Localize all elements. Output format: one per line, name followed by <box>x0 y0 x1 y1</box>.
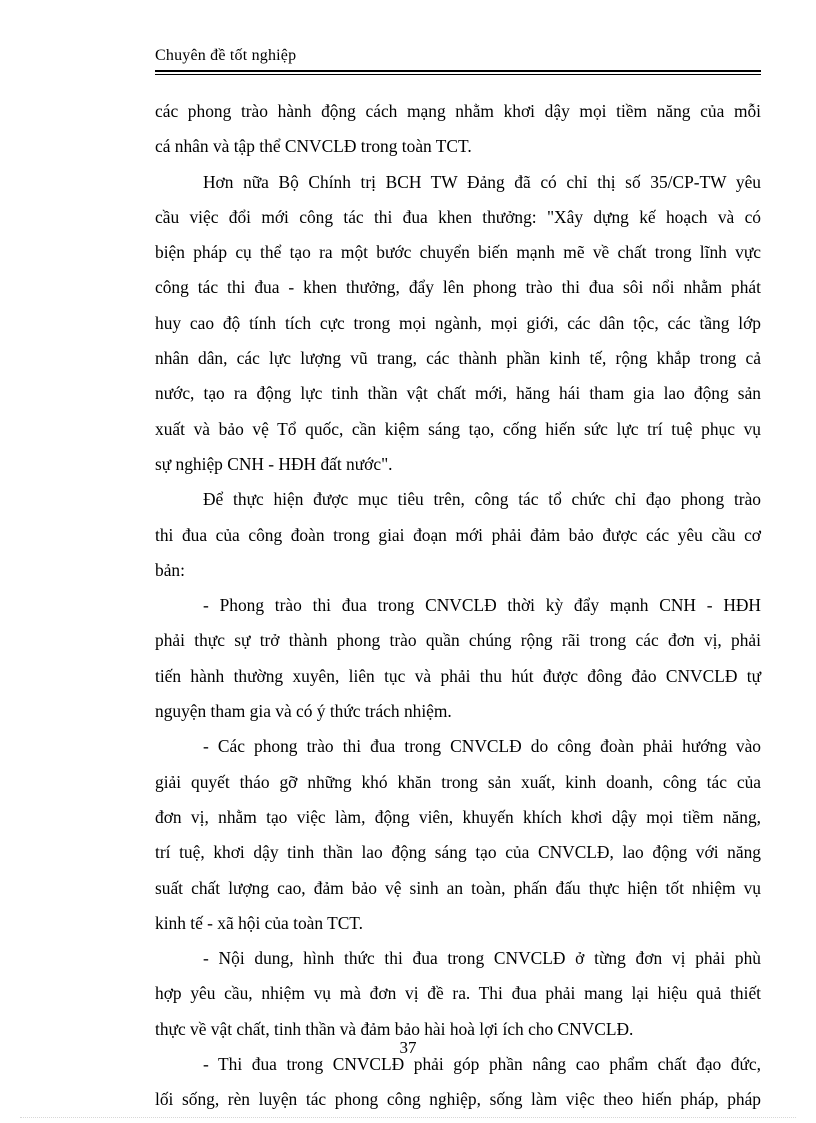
paragraph <box>155 482 761 588</box>
text-line: biện pháp cụ thể tạo ra một bước chuyển biến mạnh mẽ về chất trong lĩnh vực <box>155 242 761 263</box>
text-line: nước, tạo ra động lực tinh thần vật chất mới, hăng hái tham gia lao động sản <box>155 383 761 404</box>
text-line: đơn vị, nhằm tạo việc làm, động viên, khuyến khích khơi dậy mọi tiềm năng, <box>155 806 761 827</box>
paragraph <box>155 94 761 165</box>
body-text <box>155 94 761 1118</box>
text-line: - Phong trào thi đua trong CNVCLĐ thời kỳ đẩy mạnh CNH - HĐH <box>203 595 761 616</box>
text-line: hợp yêu cầu, nhiệm vụ mà đơn vị đề ra. Thi đua phải mang lại hiệu quả thiết <box>155 983 761 1004</box>
text-line: giải quyết tháo gỡ những khó khăn trong sản xuất, kinh doanh, công tác của <box>155 771 761 792</box>
header-rule-thick <box>155 70 761 72</box>
text-line: thi đua của công đoàn trong giai đoạn mới phải đảm bảo được các yêu cầu cơ <box>155 524 761 545</box>
text-line: xuất và bảo vệ Tổ quốc, cần kiệm sáng tạo, cống hiến sức lực trí tuệ phục vụ <box>155 418 761 439</box>
page-number: 37 <box>399 1038 417 1057</box>
text-line: Để thực hiện được mục tiêu trên, công tác tổ chức chỉ đạo phong trào <box>203 489 761 510</box>
text-line: - Nội dung, hình thức thi đua trong CNVCLĐ ở từng đơn vị phải phù <box>203 948 761 969</box>
text-line: huy cao độ tính tích cực trong mọi ngành, mọi giới, các dân tộc, các tầng lớp <box>155 312 761 333</box>
text-line: các phong trào hành động cách mạng nhằm khơi dậy mọi tiềm năng của mỗi <box>155 101 761 121</box>
text-line: công tác thi đua - khen thưởng, đẩy lên phong trào thi đua sôi nổi nhằm phát <box>155 277 761 298</box>
header-rule-thin <box>155 74 761 75</box>
text-line: phải thực sự trở thành phong trào quần chúng rộng rãi trong các đơn vị, phải <box>155 630 761 651</box>
page-bottom-divider <box>20 1117 796 1118</box>
text-line: kinh tế - xã hội của toàn TCT. <box>155 912 363 933</box>
paragraph <box>155 729 761 941</box>
text-line: cầu việc đổi mới công tác thi đua khen thưởng: "Xây dựng kế hoạch và có <box>155 206 761 227</box>
text-line: cá nhân và tập thể CNVCLĐ trong toàn TCT. <box>155 136 472 157</box>
text-line: lối sống, rèn luyện tác phong công nghiệp, sống làm việc theo hiến pháp, pháp <box>155 1089 761 1110</box>
text-line: - Các phong trào thi đua trong CNVCLĐ do công đoàn phải hướng vào <box>203 736 761 757</box>
text-line: suất chất lượng cao, đảm bảo vệ sinh an toàn, phấn đấu thực hiện tốt nhiệm vụ <box>155 877 761 898</box>
text-line: sự nghiệp CNH - HĐH đất nước". <box>155 453 393 474</box>
text-line: thực về vật chất, tinh thần và đảm bảo hài hoà lợi ích cho CNVCLĐ. <box>155 1018 634 1039</box>
paragraph <box>155 941 761 1047</box>
text-line: bản: <box>155 559 185 580</box>
text-line: Hơn nữa Bộ Chính trị BCH TW Đảng đã có chỉ thị số 35/CP-TW yêu <box>203 171 761 192</box>
text-line: - Thi đua trong CNVCLĐ phải góp phần nâng cao phẩm chất đạo đức, <box>203 1054 761 1075</box>
running-header: Chuyên đề tốt nghiệp <box>155 47 297 64</box>
paragraph <box>155 588 761 729</box>
text-line: nhân dân, các lực lượng vũ trang, các thành phần kinh tế, rộng khắp trong cả <box>155 348 761 369</box>
text-line: trí tuệ, khơi dậy tinh thần lao động sáng tạo của CNVCLĐ, lao động với năng <box>155 842 761 863</box>
text-line: tiến hành thường xuyên, liên tục và phải thu hút được đông đảo CNVCLĐ tự <box>155 665 761 686</box>
text-line: nguyện tham gia và có ý thức trách nhiệm. <box>155 701 452 722</box>
paragraph <box>155 165 761 483</box>
